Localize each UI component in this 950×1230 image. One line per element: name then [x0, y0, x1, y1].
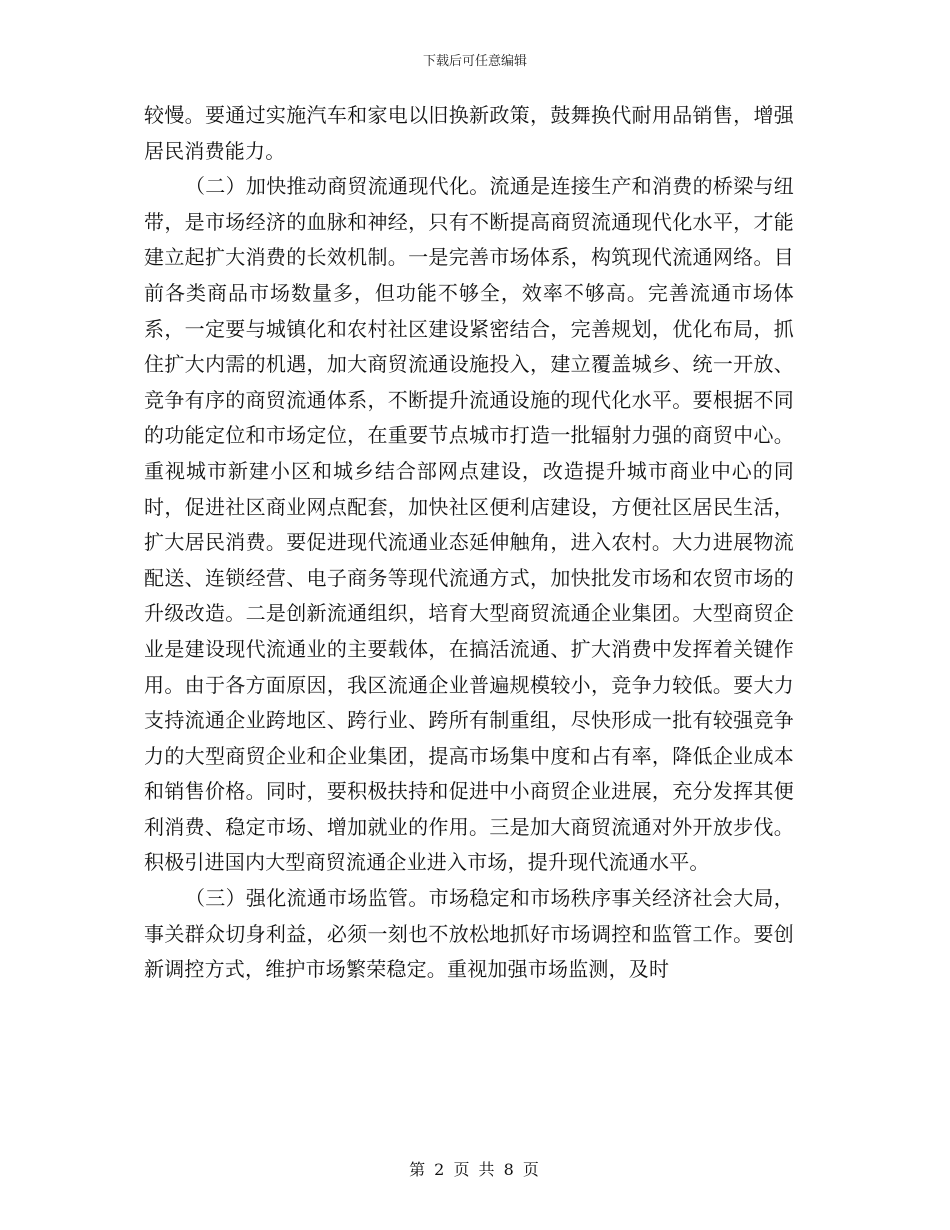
paragraph-section-two: （二）加快推动商贸流通现代化。流通是连接生产和消费的桥梁与纽带，是市场经济的血脉和神经，只有不断提高商贸流通现代化水平，才能建立起扩大消费的长效机制。一是完善市场体系，构筑现代流通网络。目前各类商品市场数量多，但功能不够全，效率不够高。完善流通市场体系，一定要与城镇化和农村社区建设紧密结合，完善规划，优化布局，抓住扩大内需的机遇，加大商贸流通设施投入，建立覆盖城乡、统一开放、竞争有序的商贸流通体系，不断提升流通设施的现代化水平。要根据不同的功能定位和市场定位，在重要节点城市打造一批辐射力强的商贸中心。重视城市新建小区和城乡结合部网点建设，改造提升城市商业中心的同时，促进社区商业网点配套，加快社区便利店建设，方便社区居民生活，扩大居民消费。要促进现代流通业态延伸触角，进入农村。大力进展物流配送、连锁经营、电子商务等现代流通方式，加快批发市场和农贸市场的升级改造。二是创新流通组织，培育大型商贸流通企业集团。大型商贸企业是建设现代流通业的主要载体，在搞活流通、扩大消费中发挥着关键作用。由于各方面原因，我区流通企业普遍规模较小，竞争力较低。要大力支持流通企业跨地区、跨行业、跨所有制重组，尽快形成一批有较强竞争力的大型商贸企业和企业集团，提高市场集中度和占有率，降低企业成本和销售价格。同时，要积极扶持和促进中小商贸企业进展，充分发挥其便利消费、稳定市场、增加就业的作用。三是加大商贸流通对外开放步伐。积极引进国内大型商贸流通企业进入市场，提升现代流通水平。: [144, 174, 794, 875]
page-footer: 第 2 页 共 8 页: [409, 1160, 541, 1179]
page-header: 下载后可任意编辑: [422, 54, 527, 69]
paragraph-continuation: 较慢。要通过实施汽车和家电以旧换新政策，鼓舞换代耐用品销售，增强居民消费能力。: [144, 103, 794, 163]
paragraph-section-three: （三）强化流通市场监管。市场稳定和市场秩序事关经济社会大局，事关群众切身利益，必须一刻也不放松地抓好市场调控和监管工作。要创新调控方式，维护市场繁荣稳定。重视加强市场监测，及时: [144, 886, 794, 982]
document-body: [144, 98, 794, 988]
